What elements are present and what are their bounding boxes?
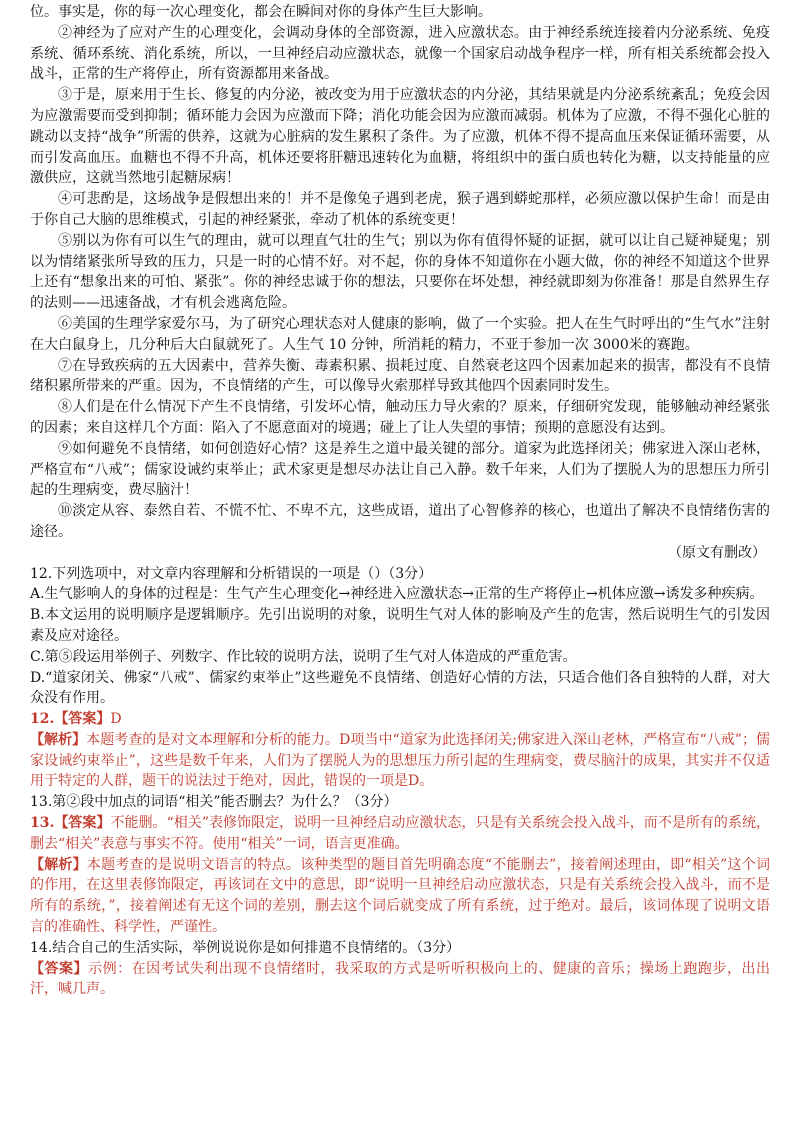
question-13-explanation bbox=[30, 855, 770, 938]
article-paragraph-8: ⑧人们是在什么情况下产生不良情绪，引发坏心情，触动压力导火索的？原来，仔细研究发现，能够触动神经紧张的因素；来自这样几个方面：陷入了不愿意面对的境遇；碰上了让人失望的事情；预期的意愿没有达到。 bbox=[30, 399, 770, 436]
question-12-explanation bbox=[30, 730, 770, 792]
answer-label: 【答案】 bbox=[30, 960, 89, 977]
article-paragraph-7: ⑦在导致疾病的五大因素中，营养失衡、毒素积累、损耗过度、自然衰老这四个因素加起来的损害，都没有不良情绪积累所带来的严重。因为，不良情绪的产生，可以像导火索那样导致其他四个因素同时发生。 bbox=[30, 357, 770, 395]
question-12-option-d: D.“道家闭关、佛家“八戒”、儒家约束举止”这些避免不良情绪、创造好心情的方法，只适合他们各自独特的人群，对大众没有作用。 bbox=[30, 669, 770, 707]
answer-text: 示例：在因考试失利出现不良情绪时，我采取的方式是听听积极向上的、健康的音乐；操场上跑跑步，出出汗，喊几声。 bbox=[30, 960, 771, 998]
article-paragraph-5: ⑤别以为你有可以生气的理由，就可以理直气壮的生气；别以为你有值得怀疑的证据，就可以让自己疑神疑鬼；别以为情绪紧张所导致的压力，只是一时的心情不好。对不起，你的身体不知道你在小题大做，你的神经不知道这个世界上还有“想象出来的可怕、紧张”。你的神经忠诚于你的想法，只要你在坏处想，神经就即刻为你准备！那是自然界生存的法则——迅速备战，才有机会逃离危险。 bbox=[30, 232, 770, 312]
document-page bbox=[30, 2, 770, 1000]
question-13-answer bbox=[30, 813, 770, 855]
question-12-option-a: A.生气影响人的身体的过程是：生气产生心理变化→神经进入应激状态→正常的生产将停止→机体应激→诱发多种疾病。 bbox=[30, 586, 764, 603]
question-13-stem: 13.第②段中加点的词语“相关”能否删去？为什么？（3分） bbox=[30, 794, 398, 811]
article-paragraph-3: ③于是，原来用于生长、修复的内分泌，被改变为用于应激状态的内分泌，其结果就是内分泌系统紊乱；免疫会因为应激需要而受到抑制；循环能力会因为应激而下降；消化功能会因为应激而减弱。机体为了应激，不得不强化心脏的跳动以支持“战争”所需的供养，这就为心脏病的发生累积了条件。为了应激，机体不得不提高血压来保证循环需要，从而引发高血压。血糖也不得不升高，机体还要将肝糖迅速转化为血糖，将组织中的蛋白质也转化为糖，以支持能量的应激供应，这就当然地引起糖尿病！ bbox=[30, 87, 770, 187]
question-14-answer bbox=[30, 959, 770, 1001]
answer-label: 12.【答案】 bbox=[30, 711, 111, 728]
article-paragraph-continued: 位。事实是，你的每一次心理变化，都会在瞬间对你的身体产生巨大影响。 bbox=[30, 4, 492, 20]
question-12-option-c: C.第⑤段运用举例子、列数字、作比较的说明方法，说明了生气对人体造成的严重危害。 bbox=[30, 648, 577, 665]
question-14-stem: 14.结合自己的生活实际，举例说说你是如何排遣不良情绪的。（3分） bbox=[30, 939, 461, 956]
article-paragraph-9: ⑨如何避免不良情绪，如何创造好心情？这是养生之道中最关键的部分。道家为此选择闭关；佛家进入深山老林，严格宣布“八戒”；儒家设诫约束举止；武术家更是想尽办法让自己入静。数千年来，人们为了摆脱人为的思想压力所引起的生理病变，费尽脑汁！ bbox=[30, 440, 770, 499]
answer-text: D bbox=[110, 711, 122, 728]
article-paragraph-6: ⑥美国的生理学家爱尔马，为了研究心理状态对人健康的影响，做了一个实验。把人在生气时呼出的“生气水”注射在大白鼠身上，几分种后大白鼠就死了。人生气 10 分钟，所消耗的精力，不亚于参加一次 3000米的赛跑。 bbox=[30, 315, 770, 353]
question-12-answer bbox=[30, 709, 770, 730]
article-paragraph-10: ⑩淡定从容、泰然自若、不慌不忙、不卑不亢，这些成语，道出了心智修养的核心，也道出了解决不良情绪伤害的途径。 bbox=[30, 503, 770, 540]
explanation-label: 【解析】 bbox=[30, 731, 87, 748]
answer-label: 13.【答案】 bbox=[30, 815, 111, 832]
explanation-label: 【解析】 bbox=[30, 856, 87, 873]
explanation-text: 本题考查的是对文本理解和分析的能力。D项当中“道家为此选择闭关;佛家进入深山老林，严格宣布“八戒”；儒家设诫约束举止”，这些是数千年来，人们为了摆脱人为的思想压力所引起的生理病变，费尽脑汁的成果，其实并不仅适用于特定的人群，题干的说法过于绝对，因此，错误的一项是D。 bbox=[30, 731, 770, 790]
source-note: （原文有删改） bbox=[668, 544, 766, 561]
answer-text: 不能删。“相关”表修饰限定，说明一旦神经启动应激状态，只是有关系统会投入战斗，而不是所有的系统，删去“相关”表意与事实不符。使用“相关”一词，语言更准确。 bbox=[30, 815, 770, 852]
question-12-option-b: B.本文运用的说明顺序是逻辑顺序。先引出说明的对象，说明生气对人体的影响及产生的危害，然后说明生气的引发因素及应对途径。 bbox=[30, 607, 770, 644]
article-paragraph-2: ②神经为了应对产生的心理变化，会调动身体的全部资源，进入应激状态。由于神经系统连接着内分泌系统、免疫系统、循环系统、消化系统，所以，一旦神经启动应激状态，就像一个国家启动战争程序一样，所有相关系统都会投入战斗，正常的生产将停止，所有资源都用来备战。 bbox=[30, 24, 770, 83]
explanation-text: 本题考查的是说明文语言的特点。该种类型的题目首先明确态度“不能删去”，接着阐述理由，即“相关”这个词的作用，在这里表修饰限定，再该词在文中的意思，即“说明一旦神经启动应激状态，只是有关系统会投入战斗，而不是所有的系统，”，接着阐述有无这个词的差别，删去这个词后就变成了所有系统，过于绝对。最后，该词体现了说明文语言的准确性、科学性，严谨性。 bbox=[30, 856, 770, 936]
article-paragraph-4: ④可悲酌是，这场战争是假想出来的！并不是像兔子遇到老虎，猴子遇到蟒蛇那样，必须应激以保护生命！而是由于你自己大脑的思维模式，引起的神经紧张，牵动了机体的系统变更！ bbox=[30, 191, 770, 228]
question-12-stem: 12.下列选项中，对文章内容理解和分析错误的一项是（）（3分） bbox=[30, 565, 433, 582]
